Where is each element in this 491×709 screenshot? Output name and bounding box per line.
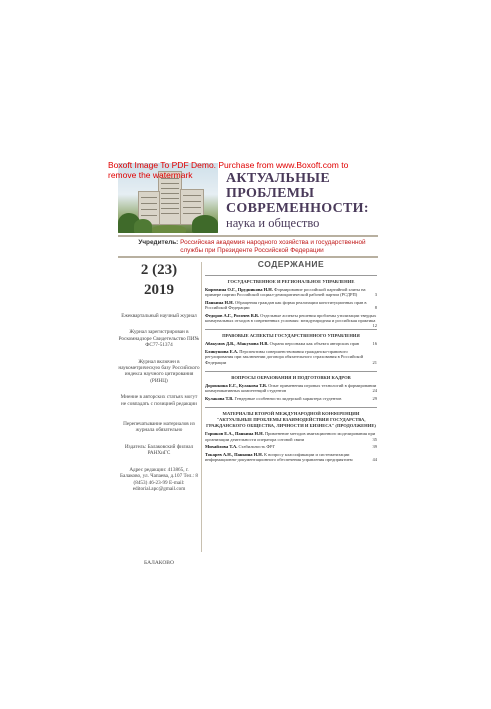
column-divider [201,262,202,552]
toc-entry: Горшков Е.А., Панкина Н.Н. Применение методов имитационного моделирования при организации деятельности оператора сотовой связи 35 [205,431,377,442]
section-title: ГОСУДАРСТВЕННОЕ И РЕГИОНАЛЬНОЕ УПРАВЛЕНИЕ [205,275,377,285]
city-label: БАЛАКОВО [144,560,174,566]
toc-entry: Федоров А.Г., Рогачев В.В. Отдельные аспекты решения проблемы утилизации твердых коммунальных отходов в современных условиях: международная и российская практика 12 [205,312,377,329]
section-title: ПРАВОВЫЕ АСПЕКТЫ ГОСУДАРСТВЕННОГО УПРАВЛЕНИЯ [205,329,377,339]
section-title: ВОПРОСЫ ОБРАЗОВАНИЯ И ПОДГОТОВКИ КАДРОВ [205,371,377,381]
toc-entry: Кулакова Т.В. Гендерные особенности лидерской характера студентов 29 [205,395,377,401]
contents-column [205,259,377,462]
publisher-note: Издатель: Балаковский филиал РАНХиГС [124,443,194,457]
issue-year: 2019 [144,282,174,298]
toc-entry: Абакумов Д.В., Абакумова Н.В. Охрана персонажа как объекта авторских прав 16 [205,341,377,347]
opinion-note: Мнение в авторских статьях могут не совпадать с позицией редакции [120,394,198,407]
contents-heading: СОДЕРЖАНИЕ [257,259,325,269]
reprint-note: Перепечатывание материалов из журнала обязательно [123,421,195,434]
issue-number: 2 (23) [140,262,178,278]
toc-entry: Кирюхина О.Г., Прудникова Н.Н. Формирование российской партийной элиты на примере партии Российской социал-демократической рабочей партии (РСДРП) 3 [205,287,377,298]
toc-entry: Михайлова Т.А. Стабильность ФРГ 39 [205,444,377,450]
rinc-note: Журнал включен в наукометрическую базу Российского индекса научного цитирования (РИНЦ) [118,358,200,384]
issue-info-column [118,262,200,492]
toc-entry: Токарев А.Н., Панкина Н.Н. К вопросу классификации и систематизации информационно-документационного обеспечения управления предприятием 44 [205,451,377,462]
founder-line: Учредитель: Российская академия народного хозяйства и государственной службы при Президенте Российской Федерации [138,239,366,254]
registration-note: Журнал зарегистрирован в Роскомнадзоре Свидетельство ПИ№ ФС77-51374 [118,329,200,349]
header-rule-bottom [118,256,378,258]
journal-title: АКТУАЛЬНЫЕ ПРОБЛЕМЫ СОВРЕМЕННОСТИ: [226,171,369,216]
toc-entry: Блинушова Е.А. Перспективы совершенствования гражданско-правового регулирования при заключении договора обязательного страхования в Российской Федерации 21 [205,348,377,365]
address-note: Адрес редакции: 413865, г. Балаково, ул. Чапаева, д.107 Тел.: 8 (8453) 46-23-99 E-mail: editorial.apc@gmail.com [120,466,198,492]
header-rule-top [118,235,378,237]
toc-entry: Доронкина Е.Г., Кулакова Т.В. Опыт применения игровых технологий в формировании коммуникативных компетенций студентов 24 [205,383,377,394]
journal-subtitle: наука и общество [226,216,320,230]
watermark-text: Boxoft Image To PDF Demo. Purchase from www.Boxoft.com to remove the watermark [108,160,349,180]
toc-entry: Панкина Н.Н. Обращения граждан как форма реализации конституционных прав в Российской Федерации 8 [205,299,377,311]
section-title: МАТЕРИАЛЫ ВТОРОЙ МЕЖДУНАРОДНОЙ КОНФЕРЕНЦИИ "АКТУАЛЬНЫЕ ПРОБЛЕМЫ ВЗАИМОДЕЙСТВИЯ ГОСУДАРСТВА, ГРАЖДАНСКОГО ОБЩЕСТВА, ЛИЧНОСТИ И БИЗНЕСА" (ПРОДОЛЖЕНИЕ) [205,407,377,429]
frequency-note: Ежеквартальный научный журнал [121,313,197,319]
